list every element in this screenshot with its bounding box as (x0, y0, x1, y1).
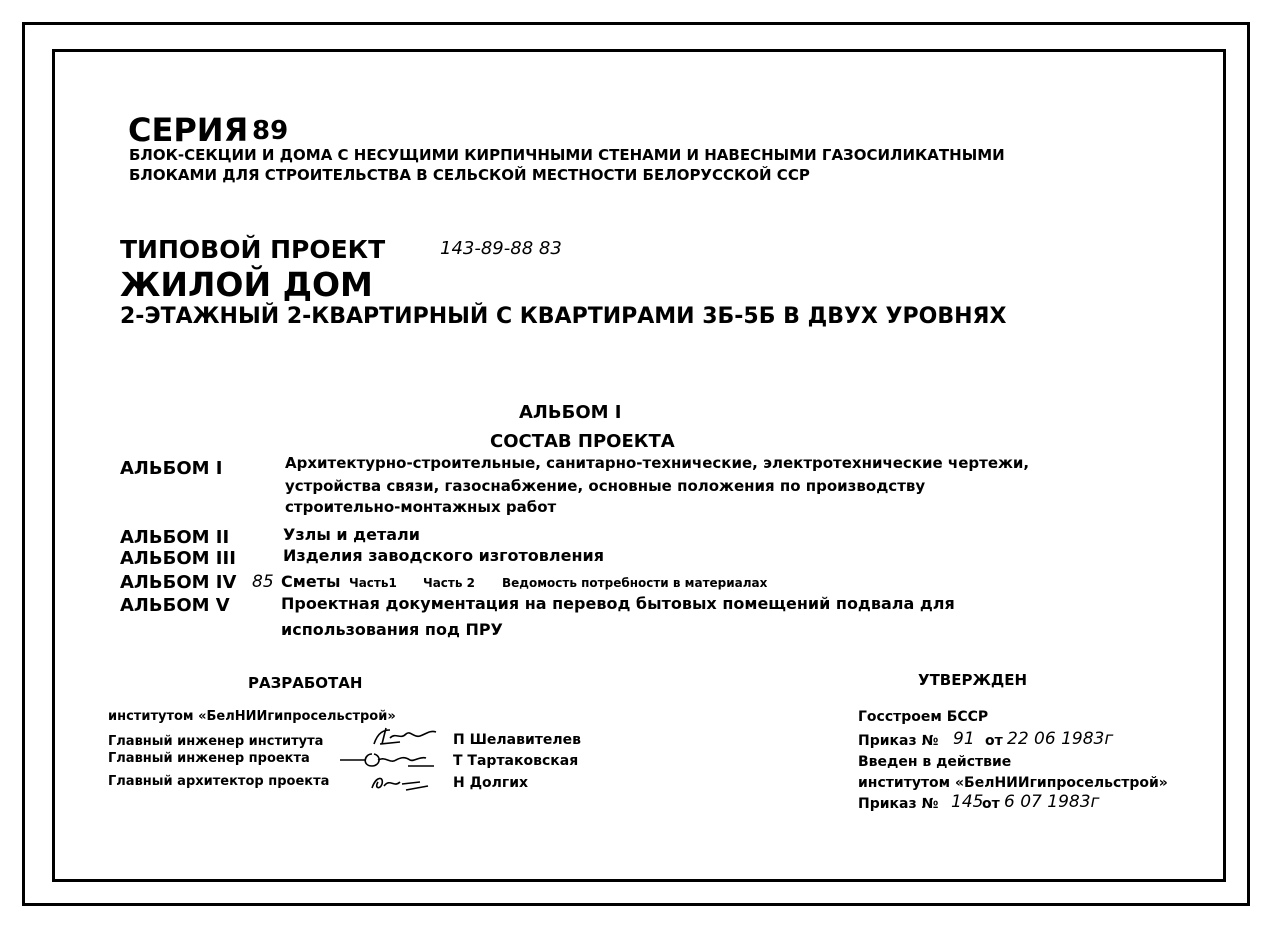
role-person: Н Долгих (453, 775, 529, 791)
album-1-line1: Архитектурно-строительные, санитарно-технические, электротехнические чертежи, (285, 454, 1030, 472)
signature-chief-engineer-institute (360, 726, 440, 748)
role-title: Главный архитектор проекта (108, 774, 330, 789)
signature-chief-engineer-project (338, 748, 438, 770)
album-4-suffix: 85 (252, 572, 274, 592)
series-description-line1: БЛОК-СЕКЦИИ И ДОМА С НЕСУЩИМИ КИРПИЧНЫМИ СТЕНАМИ И НАВЕСНЫМИ ГАЗОСИЛИКАТНЫМИ (129, 146, 1005, 164)
order1-from: от (985, 733, 1003, 749)
order2-date: 6 07 1983г (1004, 792, 1100, 812)
order1-date: 22 06 1983г (1007, 729, 1114, 749)
album-1-line2: устройства связи, газоснабжение, основные положения по производству (285, 477, 926, 495)
approved-line3: Введен в действие (858, 754, 1012, 770)
album-1-name: АЛЬБОМ I (120, 458, 223, 479)
album-4-part2: Часть 2 (423, 576, 475, 590)
project-subtitle: 2-ЭТАЖНЫЙ 2-КВАРТИРНЫЙ С КВАРТИРАМИ 3Б-5Б В ДВУХ УРОВНЯХ (120, 304, 1007, 329)
order1-label: Приказ № (858, 733, 939, 749)
album-5-line2: использования под ПРУ (281, 620, 503, 639)
approved-heading: УТВЕРЖДЕН (918, 671, 1027, 689)
album-5-name: АЛЬБОМ V (120, 595, 230, 616)
album-3-name: АЛЬБОМ III (120, 548, 236, 569)
developed-institute: институтом «БелНИИгипросельстрой» (108, 709, 396, 724)
composition-heading: СОСТАВ ПРОЕКТА (490, 431, 675, 452)
album-4-line1: Сметы (281, 572, 341, 591)
approved-line4: институтом «БелНИИгипросельстрой» (858, 775, 1168, 791)
series-description-line2: БЛОКАМИ ДЛЯ СТРОИТЕЛЬСТВА В СЕЛЬСКОЙ МЕСТНОСТИ БЕЛОРУССКОЙ ССР (129, 166, 810, 184)
approved-line1: Госстроем БССР (858, 709, 989, 725)
project-title: ЖИЛОЙ ДОМ (120, 265, 373, 304)
project-code: 143-89-88 83 (440, 238, 562, 259)
album-2-name: АЛЬБОМ II (120, 527, 230, 548)
role-person: Т Тартаковская (453, 753, 579, 769)
order1-number: 91 (953, 729, 975, 749)
album-4-part1: Часть1 (349, 576, 397, 590)
album-1-line3: строительно-монтажных работ (285, 498, 557, 516)
order2-from: от (982, 796, 1000, 812)
order2-label: Приказ № (858, 796, 939, 812)
order2-number: 145 (951, 792, 984, 812)
series-label: СЕРИЯ (128, 111, 249, 149)
album-5-line1: Проектная документация на перевод бытовых помещений подвала для (281, 594, 955, 613)
signature-chief-architect (366, 772, 436, 794)
album-heading: АЛЬБОМ I (519, 402, 622, 423)
project-type-label: ТИПОВОЙ ПРОЕКТ (120, 235, 386, 264)
album-3-line1: Изделия заводского изготовления (283, 546, 604, 565)
developed-heading: РАЗРАБОТАН (248, 674, 363, 692)
series-number: 89 (252, 116, 289, 146)
album-4-name: АЛЬБОМ IV (120, 572, 237, 593)
role-person: П Шелавителев (453, 732, 581, 748)
role-title: Главный инженер института (108, 734, 324, 749)
album-4-part3: Ведомость потребности в материалах (502, 576, 768, 590)
role-title: Главный инженер проекта (108, 751, 310, 766)
album-2-line1: Узлы и детали (283, 525, 420, 544)
